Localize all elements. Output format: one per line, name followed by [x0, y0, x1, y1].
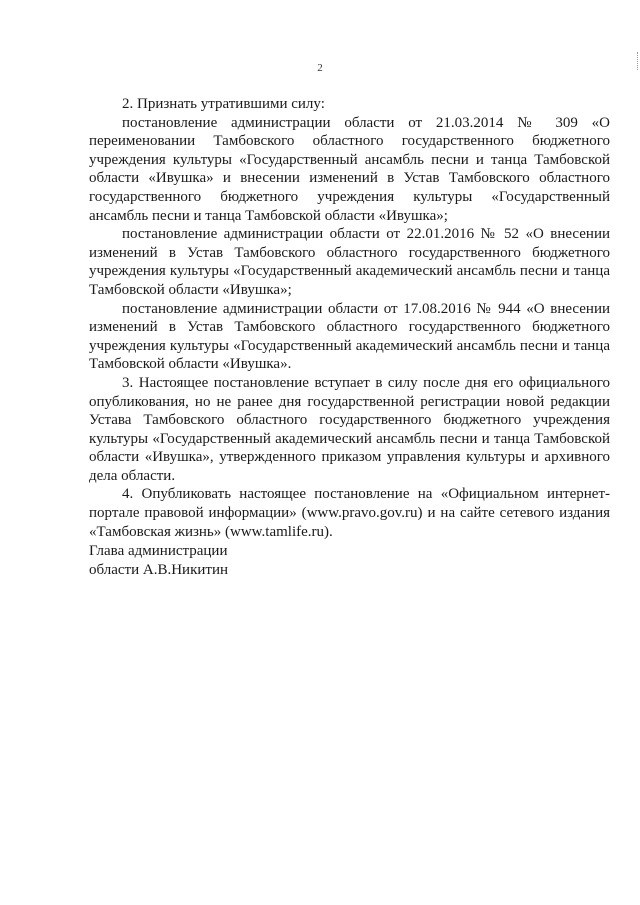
- repealed-resolution-944: постановление администрации области от 17.08.2016 № 944 «О внесении изменений в Устав Тамбовского областного государственного бюджетного учреждения культуры «Государственный академический ансамбль песни и танца Тамбовской области «Ивушка».: [89, 300, 610, 373]
- signature-name: области А.В.Никитин: [89, 561, 229, 578]
- document-body: [89, 95, 610, 541]
- item-4-publication: 4. Опубликовать настоящее постановление на «Официальном интернет-портале правовой информации» (www.pravo.gov.ru) и на сайте сетевого издания «Тамбовская жизнь» (www.tamlife.ru).: [89, 486, 610, 540]
- repealed-resolution-52: постановление администрации области от 22.01.2016 № 52 «О внесении изменений в Устав Тамбовского областного государственного бюджетного учреждения культуры «Государственный академический ансамбль песни и танца Тамбовской области «Ивушка»;: [89, 226, 610, 298]
- item-2-heading: 2. Признать утратившими силу:: [122, 96, 325, 112]
- signature-block: [89, 542, 228, 579]
- item-3-effective-date: 3. Настоящее постановление вступает в силу после дня его официального опубликования, но не ранее дня государственной регистрации новой редакции Устава Тамбовского областного государственного бюджетного учреждения культуры «Государственный академический ансамбль песни и танца Тамбовской области «Ивушка», утвержденного приказом управления культуры и архивного дела области.: [89, 374, 610, 484]
- repealed-resolution-309: постановление администрации области от 21.03.2014 № 309 «О переименовании Тамбовского областного государственного бюджетного учреждения культуры «Государственный ансамбль песни и танца Тамбовской области «Ивушка» и внесении изменений в Устав Тамбовского областного государственного бюджетного учреждения культуры «Государственный ансамбль песни и танца Тамбовской области «Ивушка»;: [89, 114, 610, 224]
- signature-title: Глава администрации: [89, 543, 228, 559]
- page-number: 2: [317, 62, 323, 74]
